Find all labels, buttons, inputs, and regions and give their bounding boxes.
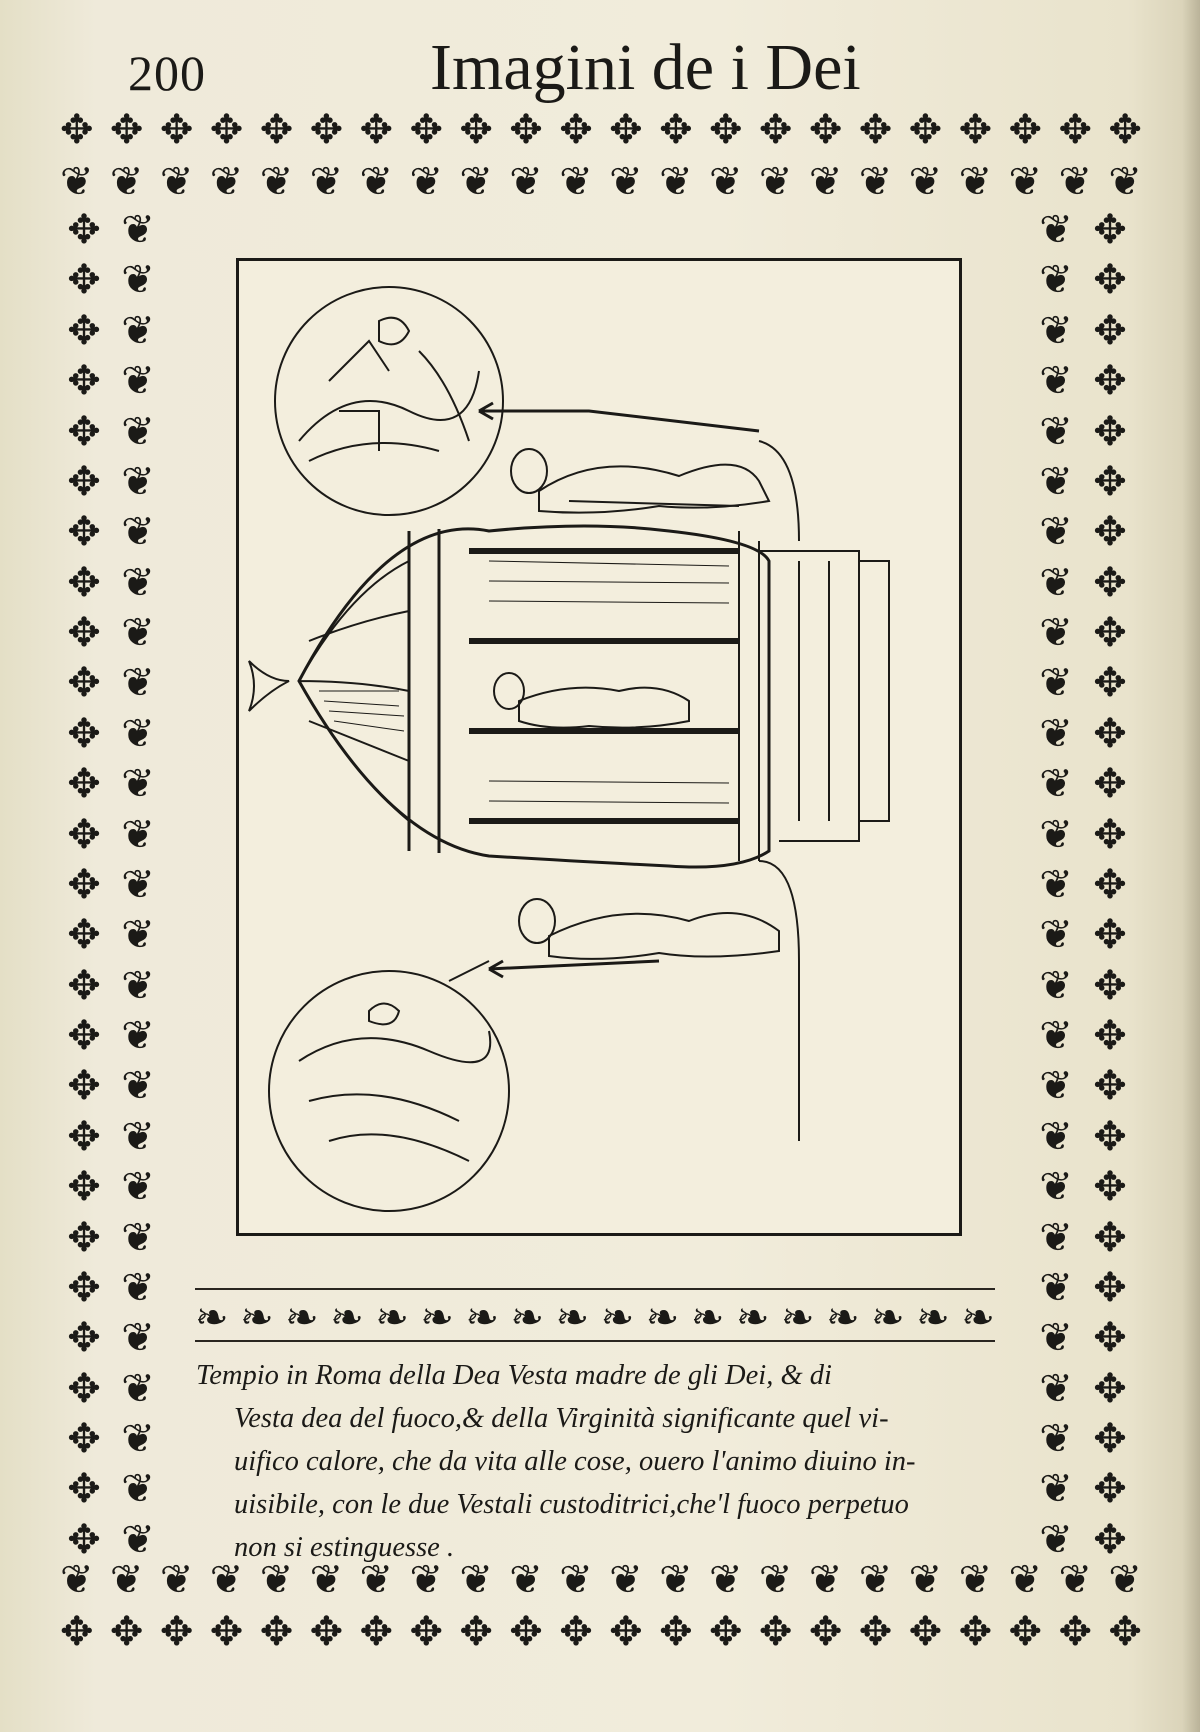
fleuron-ornament-icon: ❦ (609, 1560, 643, 1603)
fleuron-ornament-icon: ❦ (121, 1315, 155, 1362)
fleuron-ornament-icon: ❦ (1039, 559, 1073, 606)
fleuron-ornament-icon: ❦ (1039, 811, 1073, 858)
fleuron-ornament-icon: ❦ (121, 1365, 155, 1412)
fleuron-ornament-icon: ✥ (67, 210, 101, 253)
fleuron-ornament-icon: ❦ (1039, 1516, 1073, 1560)
fleuron-ornament-icon: ❦ (359, 162, 394, 205)
fleuron-ornament-icon: ❦ (121, 559, 155, 606)
fleuron-ornament-icon: ✥ (67, 710, 101, 757)
fleuron-ornament-icon: ❧ (645, 1300, 680, 1336)
fleuron-ornament-icon: ✥ (609, 110, 643, 153)
fleuron-ornament-icon: ❧ (240, 1300, 274, 1336)
fleuron-ornament-icon: ✥ (958, 110, 993, 153)
woodcut-illustration (236, 258, 962, 1236)
fleuron-ornament-icon: ✥ (67, 1264, 101, 1311)
fleuron-ornament-icon: ❦ (808, 162, 843, 205)
fleuron-ornament-icon: ✥ (1093, 1466, 1127, 1513)
fleuron-ornament-icon: ❦ (1039, 1466, 1073, 1513)
fleuron-ornament-icon: ❦ (459, 162, 493, 205)
fleuron-ornament-icon: ✥ (1093, 1315, 1127, 1362)
fleuron-ornament-icon: ❦ (409, 162, 443, 205)
fleuron-ornament-icon: ❧ (330, 1300, 364, 1336)
fleuron-ornament-icon: ❦ (1039, 509, 1073, 556)
fleuron-ornament-icon: ❦ (1039, 358, 1073, 405)
caption-line: non si estinguesse . (234, 1532, 455, 1563)
fleuron-ornament-icon: ✥ (1093, 861, 1127, 908)
border-top-inner (60, 162, 1142, 210)
fleuron-ornament-icon: ✥ (459, 1612, 493, 1655)
fleuron-ornament-icon: ✥ (67, 761, 101, 808)
fleuron-ornament-icon: ✥ (808, 110, 843, 153)
fleuron-ornament-icon: ✥ (559, 110, 593, 153)
fleuron-ornament-icon: ✥ (67, 1063, 101, 1110)
fleuron-ornament-icon: ✥ (359, 1612, 394, 1655)
fleuron-ornament-icon: ✥ (259, 110, 294, 153)
fleuron-ornament-icon: ✥ (67, 1416, 101, 1462)
fleuron-ornament-icon: ✥ (409, 110, 443, 153)
fleuron-ornament-icon: ❦ (1039, 210, 1073, 253)
fleuron-ornament-icon: ❦ (908, 162, 943, 205)
fleuron-ornament-icon: ❦ (1058, 162, 1092, 205)
fleuron-ornament-icon: ❦ (121, 1063, 155, 1110)
fleuron-ornament-icon: ❧ (961, 1300, 995, 1336)
fleuron-ornament-icon: ❦ (121, 861, 155, 908)
caption-bottom-rule (195, 1340, 995, 1342)
fleuron-ornament-icon: ✥ (509, 110, 543, 153)
fleuron-ornament-icon: ❦ (1039, 257, 1073, 304)
border-top-outer (60, 110, 1142, 158)
fleuron-ornament-icon: ✥ (67, 307, 101, 354)
caption-line: Tempio in Roma della Dea Vesta madre de gli Dei, & di (196, 1360, 832, 1391)
fleuron-ornament-icon: ✥ (958, 1612, 993, 1655)
fleuron-ornament-icon: ✥ (858, 110, 893, 153)
fleuron-ornament-icon: ❦ (1008, 1560, 1043, 1603)
fleuron-ornament-icon: ✥ (67, 1164, 101, 1211)
fleuron-ornament-icon: ❦ (1039, 307, 1073, 354)
fleuron-ornament-icon: ✥ (109, 110, 144, 153)
border-bottom-outer (60, 1612, 1142, 1660)
fleuron-ornament-icon: ✥ (67, 811, 101, 858)
fleuron-ornament-icon: ❦ (1039, 761, 1073, 808)
page-header (0, 30, 1200, 110)
fleuron-ornament-icon: ❦ (121, 408, 155, 455)
fleuron-ornament-icon: ❦ (121, 1516, 155, 1560)
fleuron-ornament-icon: ❦ (121, 962, 155, 1009)
fleuron-ornament-icon: ❦ (1039, 610, 1073, 656)
fleuron-ornament-icon: ❦ (1039, 408, 1073, 455)
fleuron-ornament-icon: ❦ (121, 710, 155, 757)
fleuron-ornament-icon: ✥ (1093, 509, 1127, 556)
fleuron-ornament-icon: ✥ (67, 1516, 101, 1560)
flourish-band (195, 1300, 995, 1336)
fleuron-ornament-icon: ❧ (285, 1300, 319, 1336)
fleuron-ornament-icon: ❦ (1108, 1560, 1142, 1603)
fleuron-ornament-icon: ✥ (1008, 1612, 1043, 1655)
fleuron-ornament-icon: ❦ (758, 162, 793, 205)
fleuron-ornament-icon: ✥ (159, 1612, 194, 1655)
fleuron-ornament-icon: ✥ (60, 1612, 94, 1655)
fleuron-ornament-icon: ❦ (1039, 861, 1073, 908)
fleuron-ornament-icon: ❦ (121, 210, 155, 253)
fleuron-ornament-icon: ❦ (121, 307, 155, 354)
fleuron-ornament-icon: ❦ (121, 509, 155, 556)
fleuron-ornament-icon: ✥ (1093, 1365, 1127, 1412)
fleuron-ornament-icon: ❦ (121, 458, 155, 505)
fleuron-ornament-icon: ❧ (375, 1300, 409, 1336)
border-left-inner (112, 210, 164, 1560)
fleuron-ornament-icon: ❦ (1039, 1063, 1073, 1110)
fleuron-ornament-icon: ✥ (1093, 811, 1127, 858)
fleuron-ornament-icon: ✥ (459, 110, 493, 153)
fleuron-ornament-icon: ❦ (121, 358, 155, 405)
fleuron-ornament-icon: ✥ (509, 1612, 543, 1655)
fleuron-ornament-icon: ✥ (708, 110, 743, 153)
fleuron-ornament-icon: ❧ (690, 1300, 725, 1336)
fleuron-ornament-icon: ❦ (509, 162, 543, 205)
fleuron-ornament-icon: ❦ (309, 162, 344, 205)
caption-line: Vesta dea del fuoco,& della Virginità significante quel vi- (234, 1403, 889, 1434)
fleuron-ornament-icon: ✥ (67, 358, 101, 405)
fleuron-ornament-icon: ✥ (1093, 610, 1127, 656)
fleuron-ornament-icon: ✥ (1093, 912, 1127, 959)
fleuron-ornament-icon: ✥ (1093, 1264, 1127, 1311)
fleuron-ornament-icon: ✥ (209, 110, 244, 153)
fleuron-ornament-icon: ❧ (465, 1300, 499, 1336)
fleuron-ornament-icon: ✥ (708, 1612, 743, 1655)
fleuron-ornament-icon: ✥ (1058, 110, 1092, 153)
fleuron-ornament-icon: ❦ (121, 761, 155, 808)
fleuron-ornament-icon: ✥ (67, 559, 101, 606)
fleuron-ornament-icon: ❧ (781, 1300, 815, 1336)
fleuron-ornament-icon: ❦ (1039, 962, 1073, 1009)
fleuron-ornament-icon: ❦ (1039, 1013, 1073, 1059)
fleuron-ornament-icon: ✥ (67, 1466, 101, 1513)
fleuron-ornament-icon: ✥ (359, 110, 394, 153)
fleuron-ornament-icon: ❦ (1108, 162, 1142, 205)
fleuron-ornament-icon: ❦ (908, 1560, 943, 1603)
fleuron-ornament-icon: ❦ (459, 1560, 493, 1603)
fleuron-ornament-icon: ✥ (67, 257, 101, 304)
fleuron-ornament-icon: ✥ (209, 1612, 244, 1655)
fleuron-ornament-icon: ❦ (808, 1560, 843, 1603)
fleuron-ornament-icon: ❦ (559, 1560, 593, 1603)
fleuron-ornament-icon: ✥ (1093, 307, 1127, 354)
fleuron-ornament-icon: ❦ (1039, 1315, 1073, 1362)
fleuron-ornament-icon: ❦ (1039, 458, 1073, 505)
fleuron-ornament-icon: ❧ (195, 1300, 229, 1336)
fleuron-ornament-icon: ✥ (67, 861, 101, 908)
fleuron-ornament-icon: ❦ (159, 1560, 194, 1603)
fleuron-ornament-icon: ✥ (259, 1612, 294, 1655)
fleuron-ornament-icon: ✥ (1093, 1416, 1127, 1462)
page-edge-shadow (1182, 0, 1200, 1732)
fleuron-ornament-icon: ✥ (309, 110, 344, 153)
fleuron-ornament-icon: ✥ (67, 408, 101, 455)
fleuron-ornament-icon: ❦ (121, 1013, 155, 1059)
fleuron-ornament-icon: ❦ (259, 1560, 294, 1603)
fleuron-ornament-icon: ✥ (1093, 257, 1127, 304)
fleuron-ornament-icon: ✥ (609, 1612, 643, 1655)
fleuron-ornament-icon: ✥ (1093, 358, 1127, 405)
fleuron-ornament-icon: ✥ (67, 1013, 101, 1059)
fleuron-ornament-icon: ❦ (121, 1264, 155, 1311)
fleuron-ornament-icon: ❦ (121, 1466, 155, 1513)
fleuron-ornament-icon: ✥ (1093, 1516, 1127, 1560)
fleuron-ornament-icon: ✥ (1093, 458, 1127, 505)
border-left-outer (58, 210, 110, 1560)
fleuron-ornament-icon: ❦ (121, 610, 155, 656)
fleuron-ornament-icon: ✥ (1058, 1612, 1092, 1655)
fleuron-ornament-icon: ✥ (1093, 1013, 1127, 1059)
fleuron-ornament-icon: ✥ (758, 110, 793, 153)
fleuron-ornament-icon: ❦ (1039, 1264, 1073, 1311)
fleuron-ornament-icon: ✥ (67, 610, 101, 656)
fleuron-ornament-icon: ❦ (121, 1214, 155, 1261)
fleuron-ornament-icon: ✥ (659, 1612, 693, 1655)
fleuron-ornament-icon: ❦ (121, 257, 155, 304)
fleuron-ornament-icon: ❧ (826, 1300, 860, 1336)
fleuron-ornament-icon: ✥ (1093, 210, 1127, 253)
fleuron-ornament-icon: ❦ (209, 162, 244, 205)
fleuron-ornament-icon: ✥ (67, 509, 101, 556)
fleuron-ornament-icon: ❦ (559, 162, 593, 205)
fleuron-ornament-icon: ✥ (159, 110, 194, 153)
fleuron-ornament-icon: ❦ (359, 1560, 394, 1603)
fleuron-ornament-icon: ❦ (121, 1164, 155, 1211)
fleuron-ornament-icon: ❦ (409, 1560, 443, 1603)
fleuron-ornament-icon: ❦ (1039, 1113, 1073, 1160)
fleuron-ornament-icon: ❦ (659, 162, 693, 205)
caption-top-rule (195, 1288, 995, 1290)
fleuron-ornament-icon: ✥ (67, 962, 101, 1009)
fleuron-ornament-icon: ✥ (67, 1214, 101, 1261)
caption-line: uisibile, con le due Vestali custoditrici,che'l fuoco perpetuo (234, 1489, 909, 1520)
fleuron-ornament-icon: ❦ (60, 1560, 94, 1603)
fleuron-ornament-icon: ✥ (808, 1612, 843, 1655)
fleuron-ornament-icon: ❧ (735, 1300, 770, 1336)
fleuron-ornament-icon: ❦ (209, 1560, 244, 1603)
fleuron-ornament-icon: ✥ (1093, 660, 1127, 707)
medallion-top-icon (275, 287, 503, 515)
fleuron-ornament-icon: ✥ (1093, 408, 1127, 455)
fleuron-ornament-icon: ✥ (908, 1612, 943, 1655)
fleuron-ornament-icon: ✥ (1093, 710, 1127, 757)
fleuron-ornament-icon: ❦ (758, 1560, 793, 1603)
fleuron-ornament-icon: ❦ (1058, 1560, 1092, 1603)
border-right-outer (1084, 210, 1136, 1560)
fleuron-ornament-icon: ❦ (121, 912, 155, 959)
fleuron-ornament-icon: ✥ (1093, 1214, 1127, 1261)
fleuron-ornament-icon: ❦ (60, 162, 94, 205)
fleuron-ornament-icon: ✥ (67, 1113, 101, 1160)
fleuron-ornament-icon: ❦ (109, 162, 144, 205)
fleuron-ornament-icon: ✥ (858, 1612, 893, 1655)
fleuron-ornament-icon: ❦ (609, 162, 643, 205)
fleuron-ornament-icon: ✥ (67, 1315, 101, 1362)
fleuron-ornament-icon: ❦ (121, 1416, 155, 1462)
fleuron-ornament-icon: ❦ (958, 1560, 993, 1603)
fleuron-ornament-icon: ✥ (1093, 962, 1127, 1009)
fleuron-ornament-icon: ✥ (1108, 1612, 1142, 1655)
fleuron-ornament-icon: ❦ (1039, 660, 1073, 707)
fleuron-ornament-icon: ✥ (1093, 1063, 1127, 1110)
fleuron-ornament-icon: ❧ (600, 1300, 635, 1336)
fleuron-ornament-icon: ❦ (1039, 1365, 1073, 1412)
fleuron-ornament-icon: ✥ (908, 110, 943, 153)
figure-caption (196, 1354, 1006, 1569)
fleuron-ornament-icon: ✥ (1108, 110, 1142, 153)
fleuron-ornament-icon: ❦ (958, 162, 993, 205)
fleuron-ornament-icon: ✥ (1093, 1164, 1127, 1211)
fleuron-ornament-icon: ✥ (1093, 761, 1127, 808)
fleuron-ornament-icon: ❦ (708, 1560, 743, 1603)
fleuron-ornament-icon: ✥ (559, 1612, 593, 1655)
fleuron-ornament-icon: ✥ (309, 1612, 344, 1655)
running-head: Imagini de i Dei (430, 31, 861, 104)
fleuron-ornament-icon: ✥ (659, 110, 693, 153)
border-right-inner (1030, 210, 1082, 1560)
woodcut-temple-of-vesta-icon (239, 261, 959, 1233)
fleuron-ornament-icon: ❧ (555, 1300, 590, 1336)
fleuron-ornament-icon: ❧ (916, 1300, 950, 1336)
fleuron-ornament-icon: ✥ (758, 1612, 793, 1655)
fleuron-ornament-icon: ❦ (509, 1560, 543, 1603)
fleuron-ornament-icon: ❦ (1039, 710, 1073, 757)
fleuron-ornament-icon: ❦ (121, 1113, 155, 1160)
fleuron-ornament-icon: ✥ (67, 458, 101, 505)
fleuron-ornament-icon: ❦ (159, 162, 194, 205)
fleuron-ornament-icon: ❦ (259, 162, 294, 205)
fleuron-ornament-icon: ✥ (109, 1612, 144, 1655)
medallion-bottom-icon (269, 971, 509, 1211)
fleuron-ornament-icon: ❦ (858, 162, 893, 205)
fleuron-ornament-icon: ✥ (60, 110, 94, 153)
page-number: 200 (128, 45, 206, 101)
fleuron-ornament-icon: ✥ (1008, 110, 1043, 153)
fleuron-ornament-icon: ❦ (109, 1560, 144, 1603)
fleuron-ornament-icon: ❦ (121, 811, 155, 858)
fleuron-ornament-icon: ❦ (1039, 1416, 1073, 1462)
fleuron-ornament-icon: ✥ (67, 660, 101, 707)
fleuron-ornament-icon: ❦ (309, 1560, 344, 1603)
fleuron-ornament-icon: ❧ (510, 1300, 545, 1336)
fleuron-ornament-icon: ❧ (420, 1300, 454, 1336)
fleuron-ornament-icon: ❦ (708, 162, 743, 205)
fleuron-ornament-icon: ✥ (67, 1365, 101, 1412)
fleuron-ornament-icon: ❦ (858, 1560, 893, 1603)
fleuron-ornament-icon: ❦ (659, 1560, 693, 1603)
fleuron-ornament-icon: ❦ (1039, 1164, 1073, 1211)
fleuron-ornament-icon: ❦ (1039, 912, 1073, 959)
fleuron-ornament-icon: ✥ (1093, 559, 1127, 606)
fleuron-ornament-icon: ✥ (67, 912, 101, 959)
fleuron-ornament-icon: ❧ (871, 1300, 905, 1336)
fleuron-ornament-icon: ❦ (121, 660, 155, 707)
fleuron-ornament-icon: ✥ (409, 1612, 443, 1655)
fleuron-ornament-icon: ❦ (1008, 162, 1043, 205)
caption-line: uifico calore, che da vita alle cose, ouero l'animo diuino in- (234, 1446, 916, 1477)
fleuron-ornament-icon: ❦ (1039, 1214, 1073, 1261)
fleuron-ornament-icon: ✥ (1093, 1113, 1127, 1160)
